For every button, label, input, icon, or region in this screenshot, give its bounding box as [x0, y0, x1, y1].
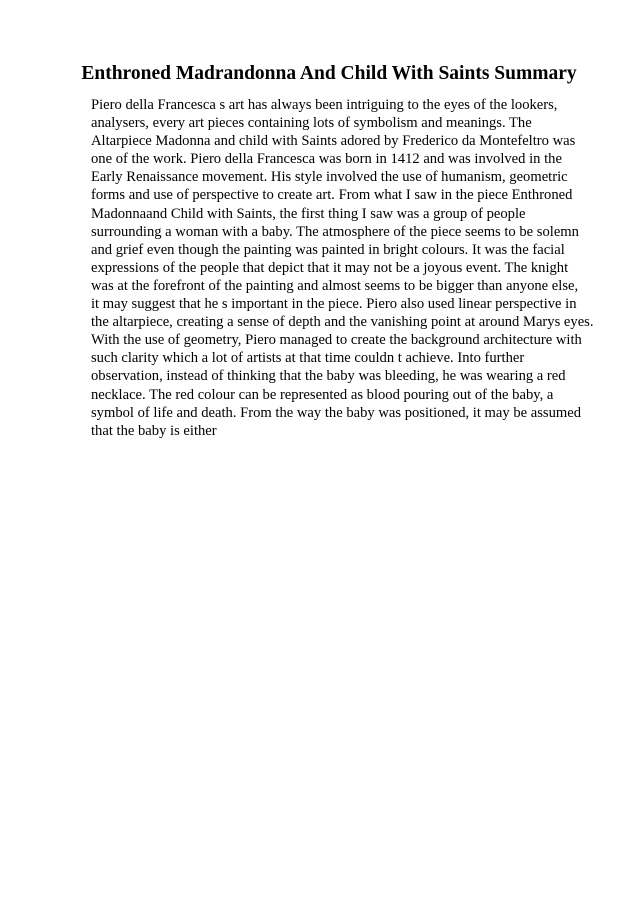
- body-line: it may suggest that he s important in the piece. Piero also used linear perspective in: [91, 296, 577, 313]
- body-line: such clarity which a lot of artists at that time couldn t achieve. Into further: [91, 350, 525, 367]
- body-line: that the baby is either: [91, 422, 217, 439]
- body-line: was at the forefront of the painting and almost seems to be bigger than anyone else,: [91, 277, 579, 294]
- body-line: the altarpiece, creating a sense of depth and the vanishing point at around Marys eyes.: [91, 314, 594, 331]
- body-line: With the use of geometry, Piero managed to create the background architecture with: [91, 332, 582, 349]
- body-line: Altarpiece Madonna and child with Saints adored by Frederico da Montefeltro was: [91, 133, 576, 150]
- body-line: symbol of life and death. From the way the baby was positioned, it may be assumed: [91, 404, 582, 421]
- body-line: Early Renaissance movement. His style involved the use of humanism, geometric: [91, 169, 568, 186]
- body-line: surrounding a woman with a baby. The atmosphere of the piece seems to be solemn: [91, 223, 579, 240]
- body-line: one of the work. Piero della Francesca was born in 1412 and was involved in the: [91, 151, 562, 168]
- document-title: Enthroned Madrandonna And Child With Saints Summary: [81, 63, 577, 84]
- body-line: necklace. The red colour can be represented as blood pouring out of the baby, a: [91, 386, 554, 403]
- body-line: forms and use of perspective to create art. From what I saw in the piece Enthroned: [91, 187, 573, 204]
- body-line: expressions of the people that depict that it may not be a joyous event. The knight: [91, 259, 569, 276]
- body-line: observation, instead of thinking that the baby was bleeding, he was wearing a red: [91, 368, 566, 385]
- body-line: and grief even though the painting was painted in bright colours. It was the facial: [91, 241, 565, 258]
- body-line: analysers, every art pieces containing lots of symbolism and meanings. The: [91, 115, 532, 132]
- body-line: Piero della Francesca s art has always been intriguing to the eyes of the lookers,: [91, 97, 558, 113]
- document-body: [91, 96, 611, 440]
- body-line: Madonnaand Child with Saints, the first thing I saw was a group of people: [91, 205, 526, 222]
